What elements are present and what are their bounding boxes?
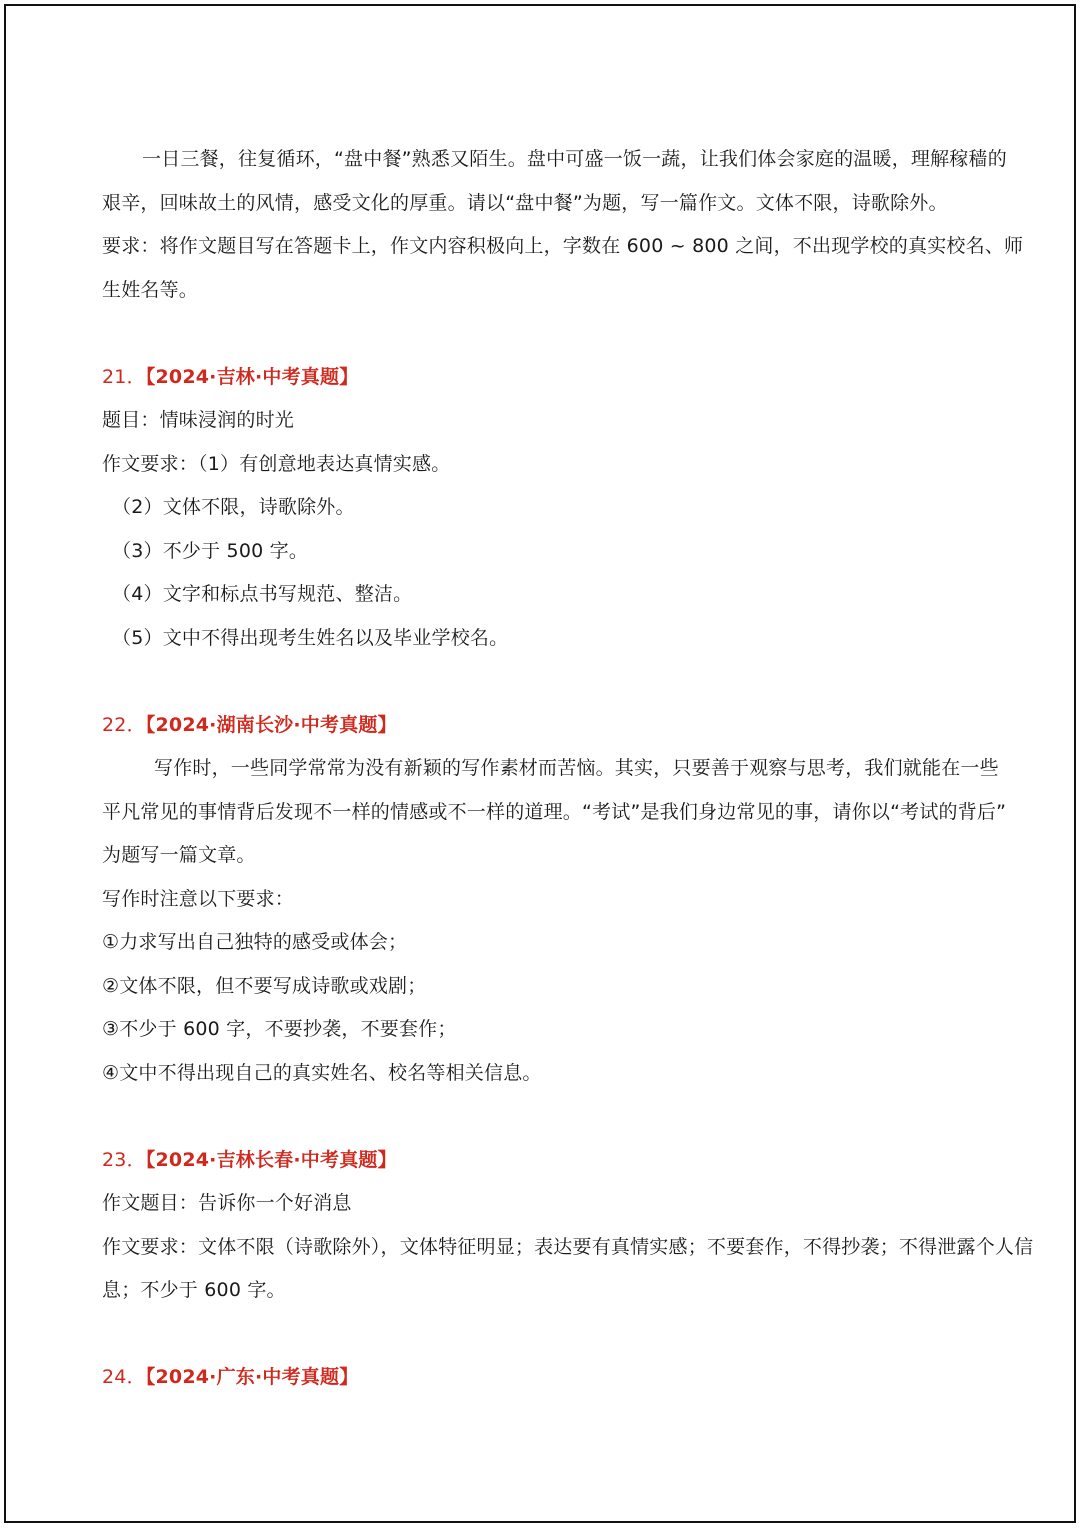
requirement-item: （3）不少于 500 字。 <box>112 539 309 562</box>
question-number: 21． <box>102 365 146 388</box>
question-requirements-intro: 写作时注意以下要求： <box>102 887 295 910</box>
intro-line: 一日三餐，往复循环，“盘中餐”熟悉又陌生。盘中可盛一饭一蔬，让我们体会家庭的温暖，理解稼穑的 <box>142 148 1007 170</box>
question-requirements-intro: 作文要求：（1）有创意地表达真情实感。 <box>102 452 451 475</box>
question-title: 作文题目：告诉你一个好消息 <box>102 1192 352 1214</box>
prompt-line: 平凡常见的事情背后发现不一样的情感或不一样的道理。“考试”是我们身边常见的事，请你以“考试的背后” <box>102 800 1007 823</box>
requirement-item: （4）文字和标点书写规范、整洁。 <box>112 583 413 605</box>
question-number: 23． <box>102 1148 146 1171</box>
requirement-line: 息；不少于 600 字。 <box>102 1279 286 1301</box>
question-24 <box>102 1356 992 1400</box>
question-23 <box>102 1139 1034 1313</box>
document-content <box>102 138 1034 1400</box>
question-heading <box>102 1139 992 1183</box>
question-heading <box>102 1356 992 1400</box>
requirement-item: （2）文体不限，诗歌除外。 <box>112 496 355 518</box>
intro-prompt <box>102 138 1024 312</box>
requirement-line: 作文要求：文体不限（诗歌除外），文体特征明显；表达要有真情实感；不要套作，不得抄袭；不得泄露个人信 <box>102 1235 1034 1258</box>
question-21 <box>102 356 992 661</box>
requirement-item: ①力求写出自己独特的感受或体会； <box>102 931 408 953</box>
question-source: 【2024·吉林长春·中考真题】 <box>145 1148 397 1171</box>
prompt-line: 写作时，一些同学常常为没有新颖的写作素材而苦恼。其实，只要善于观察与思考，我们就能在一些 <box>154 757 999 779</box>
question-number: 24． <box>102 1366 146 1388</box>
question-number: 22． <box>102 713 146 736</box>
requirement-item: （5）文中不得出现考生姓名以及毕业学校名。 <box>112 626 509 649</box>
question-title: 题目：情味浸润的时光 <box>102 409 295 431</box>
intro-line: 生姓名等。 <box>102 278 199 301</box>
document-page <box>4 4 1076 1523</box>
intro-line: 艰辛，回味故土的风情，感受文化的厚重。请以“盘中餐”为题，写一篇作文。文体不限，诗歌除外。 <box>102 191 948 214</box>
intro-line: 要求：将作文题目写在答题卡上，作文内容积极向上，字数在 600 ~ 800 之间，不出现学校的真实校名、师 <box>102 235 1024 257</box>
question-source: 【2024·吉林·中考真题】 <box>145 365 359 388</box>
question-22 <box>102 704 1007 1096</box>
question-source: 【2024·湖南长沙·中考真题】 <box>145 713 397 736</box>
requirement-item: ②文体不限，但不要写成诗歌或戏剧； <box>102 974 427 997</box>
question-heading <box>102 356 992 400</box>
requirement-item: ③不少于 600 字，不要抄袭，不要套作； <box>102 1018 457 1040</box>
question-source: 【2024·广东·中考真题】 <box>145 1366 359 1388</box>
prompt-line: 为题写一篇文章。 <box>102 844 256 866</box>
question-heading <box>102 704 992 748</box>
requirement-item: ④文中不得出现自己的真实姓名、校名等相关信息。 <box>102 1061 542 1084</box>
